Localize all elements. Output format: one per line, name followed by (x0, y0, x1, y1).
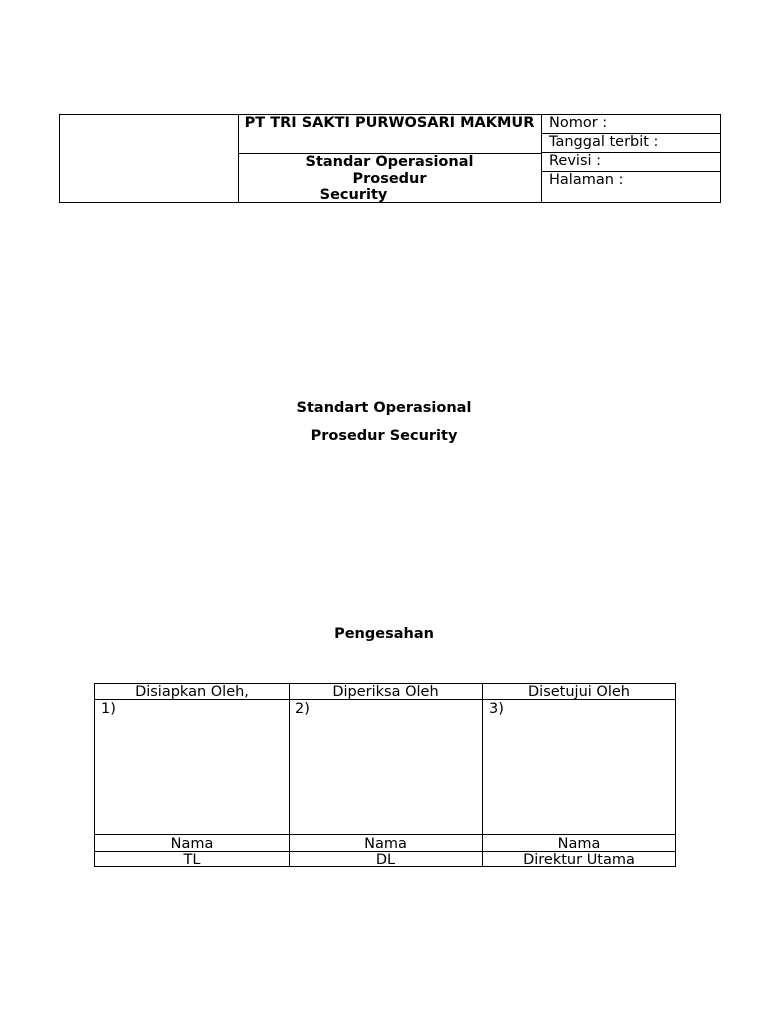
approval-name-checked: Nama (289, 836, 482, 852)
document-header-table (59, 114, 721, 203)
header-title-line-2: Prosedur (352, 170, 427, 187)
logo-cell (60, 115, 239, 202)
approval-column-checked (289, 684, 483, 866)
header-document-title (238, 154, 541, 202)
meta-halaman: Halaman : (549, 172, 624, 188)
approval-name-approved: Nama (483, 836, 675, 852)
approval-table (94, 683, 676, 867)
approval-column-prepared (95, 684, 290, 866)
approval-role-checked: DL (375, 852, 396, 868)
company-name: PT TRI SAKTI PURWOSARI MAKMUR (238, 115, 541, 154)
approval-heading: Pengesahan (334, 626, 434, 642)
meta-revisi: Revisi : (542, 153, 720, 172)
approval-header-prepared: Disiapkan Oleh, (95, 684, 289, 700)
approval-role-approved: Direktur Utama (523, 852, 635, 868)
header-title-line-1: Standar Operasional (305, 154, 474, 170)
document-title-line-1: Standart Operasional (296, 400, 472, 416)
meta-tanggal-terbit: Tanggal terbit : (542, 134, 720, 153)
header-meta-column (542, 115, 720, 202)
approval-header-checked: Diperiksa Oleh (289, 684, 482, 700)
signature-box-checked: 2) (289, 701, 482, 835)
document-title-line-2: Prosedur Security (310, 428, 458, 444)
approval-role-prepared: TL (183, 852, 201, 868)
header-middle-column (238, 115, 542, 202)
signature-box-approved: 3) (483, 701, 675, 835)
meta-nomor: Nomor : (542, 115, 720, 134)
signature-box-prepared: 1) (95, 701, 289, 835)
approval-header-approved: Disetujui Oleh (483, 684, 675, 700)
approval-column-approved (483, 684, 675, 866)
header-title-line-3: Security (319, 187, 388, 203)
approval-name-prepared: Nama (95, 836, 289, 852)
